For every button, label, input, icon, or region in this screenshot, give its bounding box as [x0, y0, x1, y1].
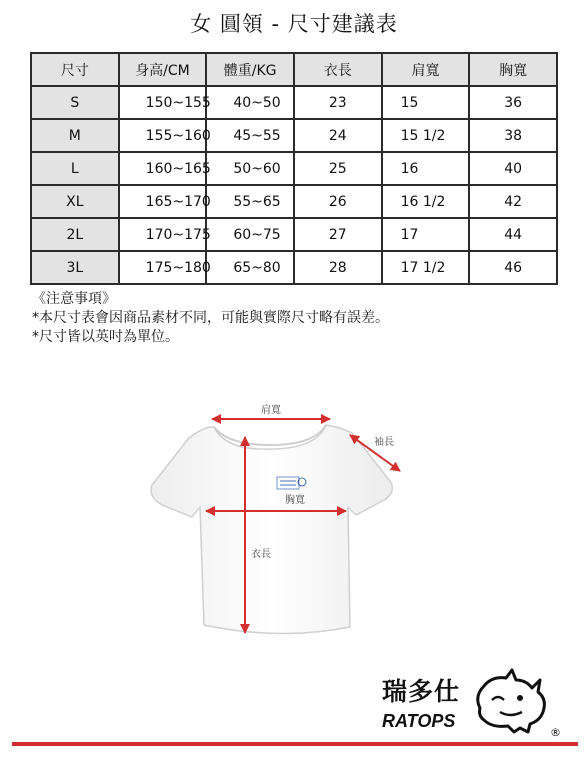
length-cell: 25 — [294, 152, 382, 185]
note-item: *尺寸皆以英吋為單位。 — [32, 329, 179, 345]
header-chest: 胸寬 — [469, 53, 557, 86]
length-cell: 24 — [294, 119, 382, 152]
size-cell: XL — [31, 185, 119, 218]
registered-mark: ® — [550, 726, 561, 739]
brand-name-cn: 瑞多仕 — [382, 677, 461, 706]
height-cell: 155~160 — [119, 119, 207, 152]
height-cell: 175~180 — [119, 251, 207, 284]
table-row — [31, 185, 557, 218]
height-cell: 150~155 — [119, 86, 207, 119]
weight-cell: 65~80 — [206, 251, 294, 284]
sleeve-label: 袖長 — [374, 437, 394, 448]
chest-cell: 36 — [469, 86, 557, 119]
length-cell: 23 — [294, 86, 382, 119]
chest-cell: 38 — [469, 119, 557, 152]
height-cell: 160~165 — [119, 152, 207, 185]
length-label: 衣長 — [251, 549, 271, 560]
shoulder-cell: 16 1/2 — [382, 185, 470, 218]
weight-cell: 40~50 — [206, 86, 294, 119]
shoulder-cell: 15 — [382, 86, 470, 119]
rhino-mascot-icon — [470, 668, 552, 734]
table-row — [31, 86, 557, 119]
tshirt-measurement-diagram — [140, 395, 420, 660]
shoulder-label: 肩寬 — [261, 405, 281, 416]
weight-cell: 45~55 — [206, 119, 294, 152]
page-title: 女 圓領 - 尺寸建議表 — [190, 12, 398, 36]
header-size: 尺寸 — [31, 53, 119, 86]
size-cell: M — [31, 119, 119, 152]
size-cell: S — [31, 86, 119, 119]
table-header-row — [31, 53, 557, 86]
chest-cell: 40 — [469, 152, 557, 185]
weight-cell: 55~65 — [206, 185, 294, 218]
footer-red-line — [12, 742, 578, 746]
shoulder-cell: 17 1/2 — [382, 251, 470, 284]
length-cell: 26 — [294, 185, 382, 218]
notes-section — [32, 290, 389, 347]
header-length: 衣長 — [294, 53, 382, 86]
table-row — [31, 152, 557, 185]
size-chart-table — [30, 52, 558, 285]
brand-name-en: RATOPS — [382, 711, 456, 731]
header-shoulder: 肩寬 — [382, 53, 470, 86]
chest-cell: 46 — [469, 251, 557, 284]
weight-cell: 50~60 — [206, 152, 294, 185]
shoulder-cell: 15 1/2 — [382, 119, 470, 152]
height-cell: 170~175 — [119, 218, 207, 251]
size-cell: 3L — [31, 251, 119, 284]
size-cell: L — [31, 152, 119, 185]
chest-cell: 42 — [469, 185, 557, 218]
size-cell: 2L — [31, 218, 119, 251]
table-row — [31, 119, 557, 152]
header-weight: 體重/KG — [206, 53, 294, 86]
table-row — [31, 251, 557, 284]
length-cell: 27 — [294, 218, 382, 251]
length-cell: 28 — [294, 251, 382, 284]
tshirt-shape — [151, 425, 392, 634]
chest-label: 胸寬 — [285, 495, 305, 506]
chest-cell: 44 — [469, 218, 557, 251]
notes-heading: 《注意事項》 — [32, 291, 116, 307]
header-height: 身高/CM — [119, 53, 207, 86]
table-row — [31, 218, 557, 251]
shoulder-cell: 16 — [382, 152, 470, 185]
height-cell: 165~170 — [119, 185, 207, 218]
shoulder-cell: 17 — [382, 218, 470, 251]
note-item: *本尺寸表會因商品素材不同，可能與實際尺寸略有誤差。 — [32, 310, 389, 326]
weight-cell: 60~75 — [206, 218, 294, 251]
